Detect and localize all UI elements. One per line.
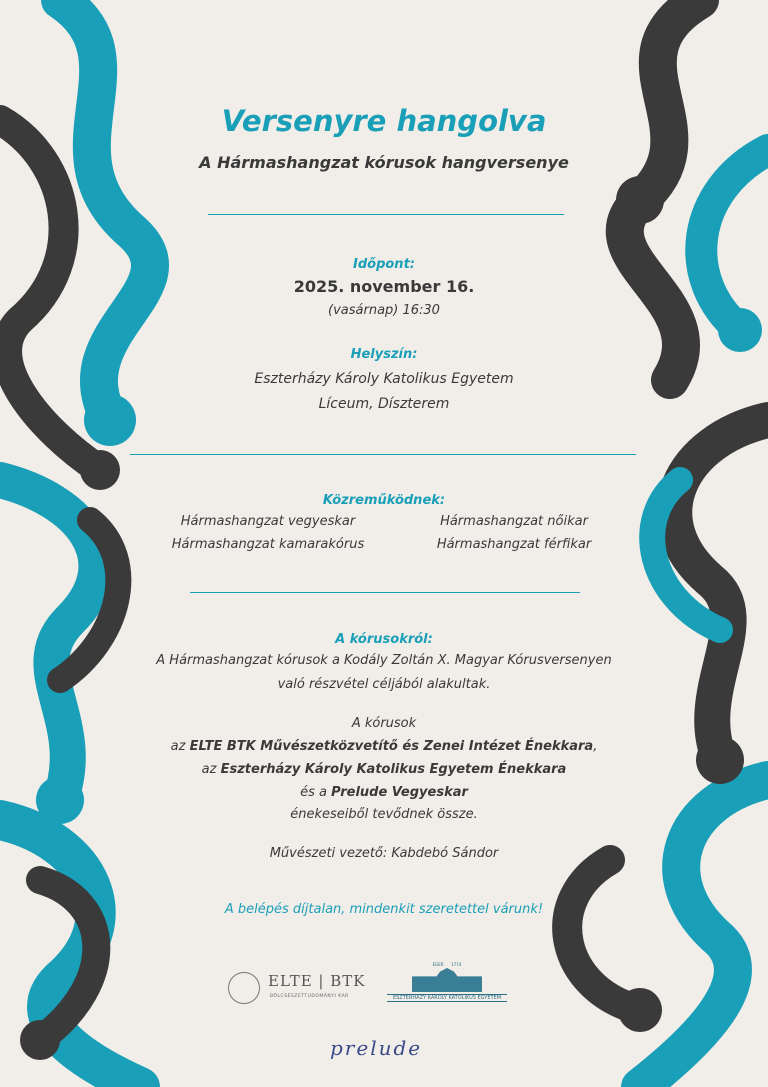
elte-text: ELTE | BTK (268, 972, 366, 990)
divider (130, 454, 636, 455)
elte-btk-logo (228, 970, 378, 1006)
year-text: EGER (432, 962, 444, 967)
choir-name: Eszterházy Károly Katolikus Egyetem Énekkara (220, 762, 567, 777)
building-icon (412, 968, 482, 992)
performer-item: Hármashangzat vegyeskar (180, 514, 356, 529)
event-date: 2025. november 16. (293, 277, 475, 296)
text: és a (300, 785, 332, 800)
about-line2: való részvétel céljából alakultak. (277, 677, 491, 692)
performer-item: Hármashangzat nőikar (440, 514, 588, 529)
about-line1: A Hármashangzat kórusok a Kodály Zoltán X. Magyar Kórusversenyen (156, 653, 612, 668)
year-text: 1774 (451, 962, 462, 967)
divider (190, 592, 580, 593)
about-line4: énekeseiből tevődnek össze. (290, 807, 478, 822)
about-choir-1: az ELTE BTK Művészetközvetítő és Zenei Intézet Énekkara, (170, 739, 598, 754)
about-choir-3 (0, 785, 768, 800)
page-title: Versenyre hangolva (221, 104, 547, 138)
closing-note: A belépés díjtalan, mindenkit szeretettel várunk! (224, 902, 544, 917)
venue-label: Helyszín: (350, 347, 418, 362)
artistic-director: Művészeti vezető: Kabdebó Sándor (269, 846, 499, 861)
about-intro: A kórusok (351, 716, 417, 731)
ekke-text: ESZTERHÁZY KÁROLY KATOLIKUS EGYETEM (387, 994, 507, 1002)
time-label: Időpont: (353, 257, 415, 272)
performer-item: Hármashangzat férfikar (436, 537, 592, 552)
choir-name: ELTE BTK Művészetközvetítő és Zenei Intézet Énekkara (189, 739, 594, 754)
text: az (170, 739, 190, 754)
prelude-logo: prelude (330, 1036, 423, 1060)
venue-line1: Eszterházy Károly Katolikus Egyetem (254, 371, 514, 387)
choir-name: Prelude Vegyeskar (331, 785, 468, 800)
text: az (201, 762, 221, 777)
event-day-time: (vasárnap) 16:30 (328, 303, 440, 318)
divider (208, 214, 564, 215)
performer-item: Hármashangzat kamarakórus (171, 537, 365, 552)
crest-icon (228, 972, 260, 1004)
ekke-years (387, 962, 507, 967)
about-choir-2 (0, 762, 768, 777)
performers-label: Közreműködnek: (322, 493, 446, 508)
about-label: A kórusokról: (335, 632, 433, 647)
ekke-logo (387, 962, 507, 1006)
elte-subtext: BÖLCSÉSZETTUDOMÁNYI KAR (270, 994, 349, 999)
venue-line2: Líceum, Díszterem (318, 396, 450, 412)
page-subtitle: A Hármashangzat kórusok hangversenye (199, 153, 569, 172)
